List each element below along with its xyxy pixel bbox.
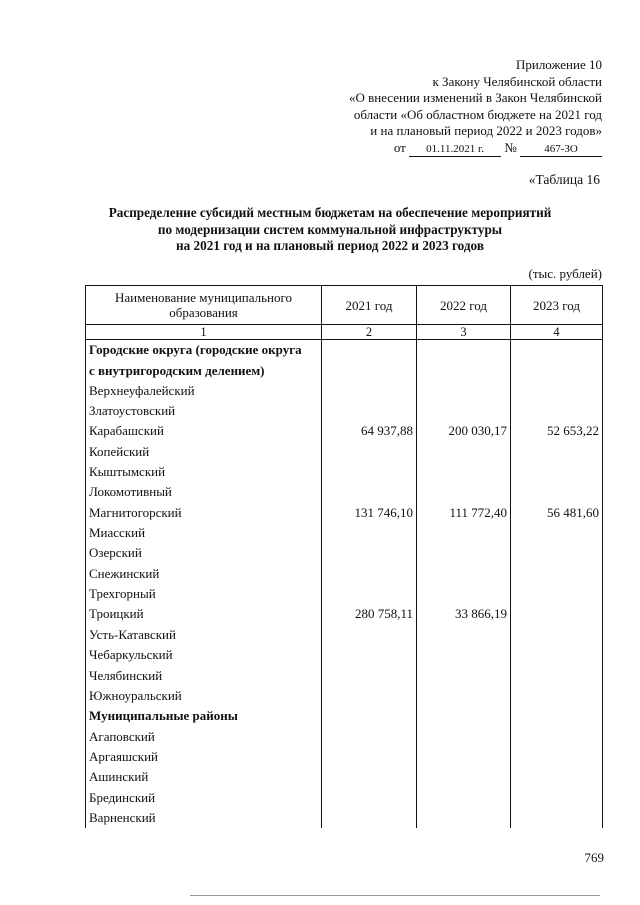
table-row: [86, 462, 603, 482]
table-row: [86, 503, 603, 523]
value-2021: [322, 625, 417, 645]
value-2022: [417, 767, 511, 787]
column-number: 3: [417, 325, 511, 340]
value-2023: [511, 543, 603, 563]
value-2022: [417, 543, 511, 563]
municipality-name: Озерский: [86, 543, 322, 563]
value-2023: [511, 442, 603, 462]
header-2022: 2022 год: [417, 286, 511, 325]
municipality-name: Варненский: [86, 808, 322, 828]
value-2023: [511, 482, 603, 502]
appendix-line-2: к Закону Челябинской области: [432, 73, 602, 89]
column-number: 1: [86, 325, 322, 340]
value-2023: [511, 462, 603, 482]
municipality-name: Магнитогорский: [86, 503, 322, 523]
value-2022: [417, 645, 511, 665]
appendix-line-1: Приложение 10: [515, 57, 602, 72]
value-2021: 64 937,88: [322, 421, 417, 441]
value-2021: [322, 482, 417, 502]
appendix-line-5: и на плановый период 2022 и 2023 годов»: [370, 123, 602, 138]
value-2023: [511, 381, 603, 401]
municipality-name: Челябинский: [86, 666, 322, 686]
document-title: [60, 205, 600, 255]
value-2022: [417, 523, 511, 543]
municipality-name: Трехгорный: [86, 584, 322, 604]
value-2022: [417, 727, 511, 747]
appendix-line-4: области «Об областном бюджете на 2021 год: [353, 106, 602, 122]
law-date: 01.11.2021 г.: [409, 143, 501, 157]
value-2023: [511, 625, 603, 645]
group-header-row: [86, 706, 603, 726]
header-2021: 2021 год: [322, 286, 417, 325]
municipality-name: Верхнеуфалейский: [86, 381, 322, 401]
group-title-line-2: с внутригородским делением): [86, 360, 322, 380]
table-row: [86, 727, 603, 747]
table-row: [86, 442, 603, 462]
municipality-name: Ашинский: [86, 767, 322, 787]
group-header-row: [86, 340, 603, 361]
value-2021: [322, 788, 417, 808]
value-2021: [322, 401, 417, 421]
value-2021: [322, 442, 417, 462]
date-prefix: от: [393, 139, 406, 155]
municipality-name: Златоустовский: [86, 401, 322, 421]
value-2021: [322, 666, 417, 686]
value-2023: [511, 727, 603, 747]
value-2023: [511, 808, 603, 828]
value-2022: [417, 747, 511, 767]
column-number: 4: [511, 325, 603, 340]
table-row: [86, 482, 603, 502]
table-row: [86, 523, 603, 543]
value-2023: [511, 401, 603, 421]
table-row: [86, 401, 603, 421]
appendix-block: [302, 57, 602, 157]
value-2022: [417, 625, 511, 645]
group-header-row: [86, 360, 603, 380]
table-row: [86, 604, 603, 624]
value-2023: [511, 747, 603, 767]
value-2023: [511, 767, 603, 787]
value-2022: [417, 584, 511, 604]
table-row: [86, 625, 603, 645]
table-tag: «Таблица 16: [528, 172, 600, 187]
municipality-name: Аргаяшский: [86, 747, 322, 767]
column-number: 2: [322, 325, 417, 340]
units-label: (тыс. рублей): [528, 266, 602, 281]
column-number-row: [86, 325, 603, 340]
value-2021: [322, 381, 417, 401]
municipality-name: Агаповский: [86, 727, 322, 747]
table-row: [86, 686, 603, 706]
value-2023: [511, 788, 603, 808]
table-row: [86, 808, 603, 828]
law-date-number-line: [302, 140, 602, 157]
title-line-3: на 2021 год и на плановый период 2022 и 2023 годов: [176, 238, 484, 253]
municipality-name: Снежинский: [86, 564, 322, 584]
value-2022: [417, 808, 511, 828]
value-2022: [417, 401, 511, 421]
value-2023: [511, 564, 603, 584]
table-row: [86, 421, 603, 441]
value-2023: [511, 584, 603, 604]
value-2023: [511, 523, 603, 543]
table-row: [86, 666, 603, 686]
header-2023: 2023 год: [511, 286, 603, 325]
municipality-name: Южноуральский: [86, 686, 322, 706]
value-2023: [511, 604, 603, 624]
table-row: [86, 543, 603, 563]
municipality-name: Чебаркульский: [86, 645, 322, 665]
municipality-name: Копейский: [86, 442, 322, 462]
value-2021: [322, 645, 417, 665]
value-2021: 280 758,11: [322, 604, 417, 624]
value-2022: [417, 381, 511, 401]
municipality-name: Троицкий: [86, 604, 322, 624]
value-2022: [417, 442, 511, 462]
table-row: [86, 788, 603, 808]
value-2023: 52 653,22: [511, 421, 603, 441]
law-number: 467-ЗО: [520, 143, 602, 157]
value-2021: [322, 767, 417, 787]
table-row: [86, 584, 603, 604]
value-2023: [511, 666, 603, 686]
value-2021: [322, 747, 417, 767]
value-2021: [322, 584, 417, 604]
table-body: [86, 340, 603, 829]
group-title: Муниципальные районы: [86, 706, 322, 726]
municipality-name: Миасский: [86, 523, 322, 543]
value-2021: [322, 808, 417, 828]
group-title-line-1: Городские округа (городские округа: [86, 340, 322, 361]
subsidy-table: [85, 285, 603, 828]
number-prefix: №: [504, 139, 517, 155]
value-2021: [322, 462, 417, 482]
municipality-name: Локомотивный: [86, 482, 322, 502]
value-2021: [322, 727, 417, 747]
value-2023: [511, 645, 603, 665]
appendix-line-3: «О внесении изменений в Закон Челябинской: [348, 90, 602, 105]
page-number: 769: [584, 850, 604, 865]
table-row: [86, 767, 603, 787]
value-2022: 200 030,17: [417, 421, 511, 441]
municipality-name: Кыштымский: [86, 462, 322, 482]
municipality-name: Брединский: [86, 788, 322, 808]
table-row: [86, 564, 603, 584]
table-row: [86, 381, 603, 401]
municipality-name: Усть-Катавский: [86, 625, 322, 645]
title-line-2: по модернизации систем коммунальной инфраструктуры: [157, 221, 503, 237]
value-2022: 111 772,40: [417, 503, 511, 523]
table-row: [86, 645, 603, 665]
table-row: [86, 747, 603, 767]
value-2022: [417, 482, 511, 502]
value-2021: [322, 543, 417, 563]
footer-divider: [190, 895, 600, 896]
value-2021: 131 746,10: [322, 503, 417, 523]
title-line-1: Распределение субсидий местным бюджетам на обеспечение мероприятий: [108, 205, 552, 220]
value-2022: [417, 788, 511, 808]
value-2022: [417, 462, 511, 482]
header-municipality: Наименование муниципального образования: [86, 286, 322, 325]
value-2022: [417, 686, 511, 706]
municipality-name: Карабашский: [86, 421, 322, 441]
value-2022: 33 866,19: [417, 604, 511, 624]
value-2021: [322, 564, 417, 584]
value-2023: [511, 686, 603, 706]
value-2021: [322, 686, 417, 706]
value-2023: 56 481,60: [511, 503, 603, 523]
header-row: [86, 286, 603, 325]
value-2021: [322, 523, 417, 543]
value-2022: [417, 666, 511, 686]
value-2022: [417, 564, 511, 584]
